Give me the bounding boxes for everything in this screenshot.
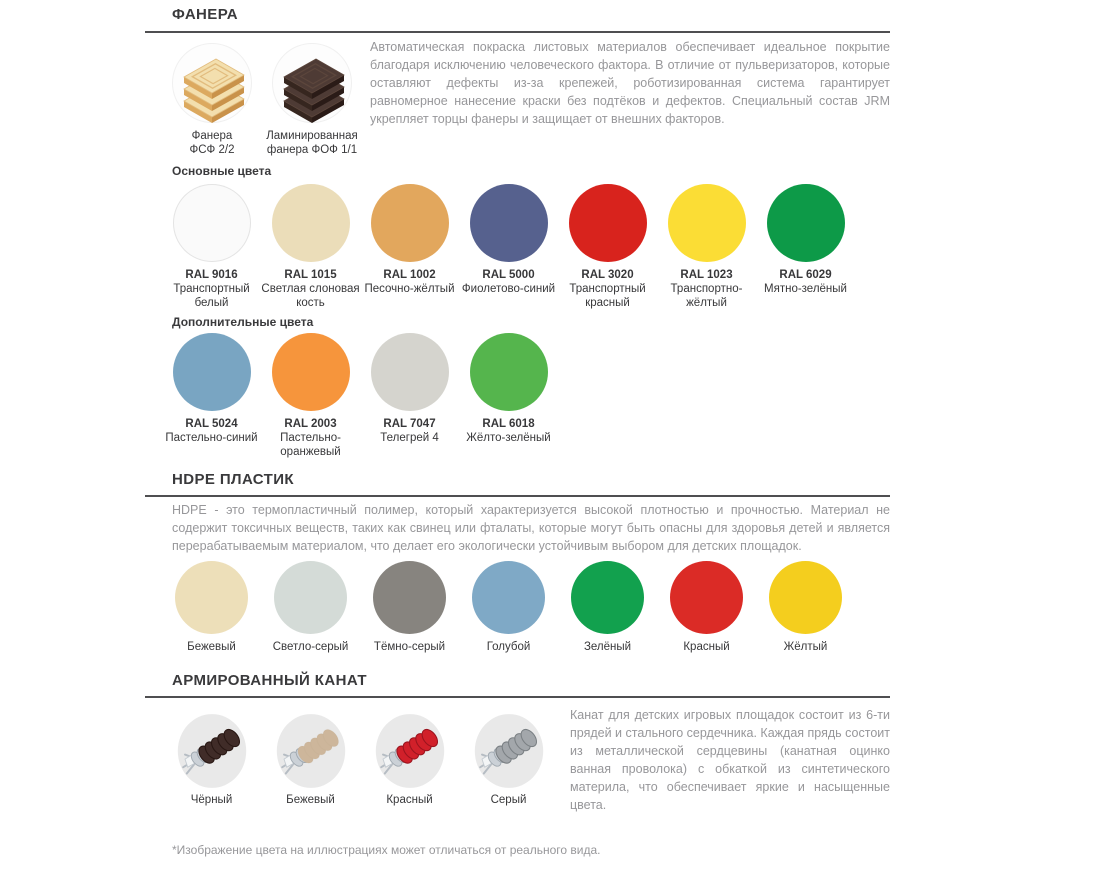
rope-sample-image <box>473 712 545 790</box>
color-circle <box>371 333 449 411</box>
plywood-sample-label <box>190 129 235 157</box>
color-name: Фиолетово-синий <box>461 283 556 295</box>
color-disclaimer-footnote: *Изображение цвета на иллюстрациях может отличаться от реального вида. <box>172 843 601 857</box>
color-swatch <box>162 333 261 459</box>
rope-color-name: Чёрный <box>190 794 233 806</box>
section-divider <box>145 31 890 33</box>
color-circle <box>373 561 446 634</box>
color-name: Зелёный <box>583 641 632 653</box>
rope-sample <box>360 706 459 806</box>
rope-sample-image <box>374 712 446 790</box>
color-swatch <box>558 558 657 653</box>
color-circle <box>173 184 251 262</box>
section-divider <box>145 495 890 497</box>
color-circle <box>272 333 350 411</box>
color-swatch <box>360 184 459 310</box>
color-circle <box>767 184 845 262</box>
rope-sample <box>162 706 261 806</box>
color-swatch <box>261 558 360 653</box>
color-circle <box>371 184 449 262</box>
color-swatch <box>360 558 459 653</box>
rope-description: Канат для детских игровых площадок состоит из 6-ти прядей и стального сердечника. Каждая прядь состоит из металлической сердцевины (канатная оцинко ванная проволока) с обкаткой из синтетического материла, что обеспечивает яркие и насыщенные цвета. <box>570 708 890 812</box>
plywood-description: Автоматическая покраска листовых материалов обеспечивает идеальное покрытие благодаря исключению человеческого фактора. В отличие от пульверизаторов, которые оставляют дефекты из-за крепежей, роботизированная система гарантирует равномерное нанесение краски без подтёков и дефектов. Специальный состав JRM укрепляет торцы фанеры и защищает от внешних факторов. <box>370 40 890 126</box>
color-circle <box>274 561 347 634</box>
extra-colors-label: Дополнительные цвета <box>172 315 314 329</box>
color-circle <box>668 184 746 262</box>
color-code: RAL 9016 <box>185 269 238 281</box>
color-circle <box>569 184 647 262</box>
rope-color-name: Красный <box>386 794 433 806</box>
section-divider <box>145 696 890 698</box>
plywood-sample <box>262 43 362 157</box>
color-name: Пастельно-синий <box>165 432 258 444</box>
color-name: Транспортный белый <box>173 283 250 309</box>
extra-colors-row <box>162 333 558 459</box>
color-code: RAL 2003 <box>284 418 337 430</box>
main-colors-row <box>162 184 855 310</box>
color-name: Песочно-жёлтый <box>364 283 455 295</box>
color-swatch <box>459 558 558 653</box>
rope-samples-row <box>162 706 558 806</box>
color-swatch <box>261 333 360 459</box>
plywood-sample-image <box>272 43 352 123</box>
color-swatch <box>756 558 855 653</box>
color-circle <box>272 184 350 262</box>
color-swatch <box>756 184 855 310</box>
color-code: RAL 1023 <box>680 269 733 281</box>
hdpe-description: HDPE - это термопластичный полимер, который характеризуется высокой плотностью и прочностью. Материал не содержит токсичных веществ, таких как свинец или фталаты, которые могут быть опасны для здоровья детей и является перерабатываемым материалом, что делает его экологически устойчивым выбором для детских площадок. <box>172 503 890 553</box>
color-code: RAL 3020 <box>581 269 634 281</box>
hdpe-colors-row <box>162 558 855 653</box>
color-swatch <box>657 184 756 310</box>
rope-sample-image <box>176 712 248 790</box>
color-swatch <box>162 558 261 653</box>
rope-sample <box>459 706 558 806</box>
plywood-sample-label-line2: фанера ФОФ 1/1 <box>266 144 358 156</box>
color-circle <box>571 561 644 634</box>
hdpe-section-title: HDPE ПЛАСТИК <box>172 471 294 488</box>
plywood-sample-image <box>172 43 252 123</box>
plywood-sample-label <box>266 129 358 157</box>
color-swatch <box>459 333 558 459</box>
color-name: Светло-серый <box>272 641 349 653</box>
color-name: Мятно-зелёный <box>764 283 847 295</box>
plywood-section-title: ФАНЕРА <box>172 6 239 23</box>
plywood-sample-label-line1: Фанера <box>191 130 233 142</box>
rope-sample <box>261 706 360 806</box>
content-column <box>145 0 890 880</box>
main-colors-label: Основные цвета <box>172 164 272 178</box>
color-circle <box>470 333 548 411</box>
plywood-samples-row <box>162 43 362 157</box>
rope-color-name: Бежевый <box>286 794 335 806</box>
rope-sample-image <box>275 712 347 790</box>
color-code: RAL 6029 <box>779 269 832 281</box>
color-circle <box>670 561 743 634</box>
color-circle <box>470 184 548 262</box>
color-circle <box>769 561 842 634</box>
rope-section-title: АРМИРОВАННЫЙ КАНАТ <box>172 672 367 689</box>
color-code: RAL 6018 <box>482 418 535 430</box>
color-swatch <box>459 184 558 310</box>
color-name: Телегрей 4 <box>380 432 439 444</box>
color-code: RAL 7047 <box>383 418 436 430</box>
color-name: Жёлто-зелёный <box>466 432 551 444</box>
color-swatch <box>162 184 261 310</box>
color-code: RAL 1015 <box>284 269 337 281</box>
color-name: Светлая слоновая кость <box>261 283 360 309</box>
plywood-sample <box>162 43 262 157</box>
color-swatch <box>261 184 360 310</box>
color-name: Голубой <box>486 641 531 653</box>
color-name: Жёлтый <box>783 641 828 653</box>
color-code: RAL 5024 <box>185 418 238 430</box>
color-code: RAL 1002 <box>383 269 436 281</box>
color-circle <box>175 561 248 634</box>
color-name: Бежевый <box>187 641 236 653</box>
color-code: RAL 5000 <box>482 269 535 281</box>
plywood-sample-label-line2: ФСФ 2/2 <box>189 144 235 156</box>
color-name: Красный <box>683 641 730 653</box>
color-circle <box>472 561 545 634</box>
color-name: Пастельно-оранжевый <box>280 432 341 458</box>
rope-color-name: Серый <box>490 794 527 806</box>
color-name: Транспортно-жёлтый <box>670 283 743 309</box>
color-swatch <box>657 558 756 653</box>
plywood-sample-label-line1: Ламинированная <box>266 130 358 142</box>
color-name: Тёмно-серый <box>373 641 446 653</box>
color-swatch <box>360 333 459 459</box>
color-circle <box>173 333 251 411</box>
color-swatch <box>558 184 657 310</box>
color-name: Транспортный красный <box>569 283 646 309</box>
